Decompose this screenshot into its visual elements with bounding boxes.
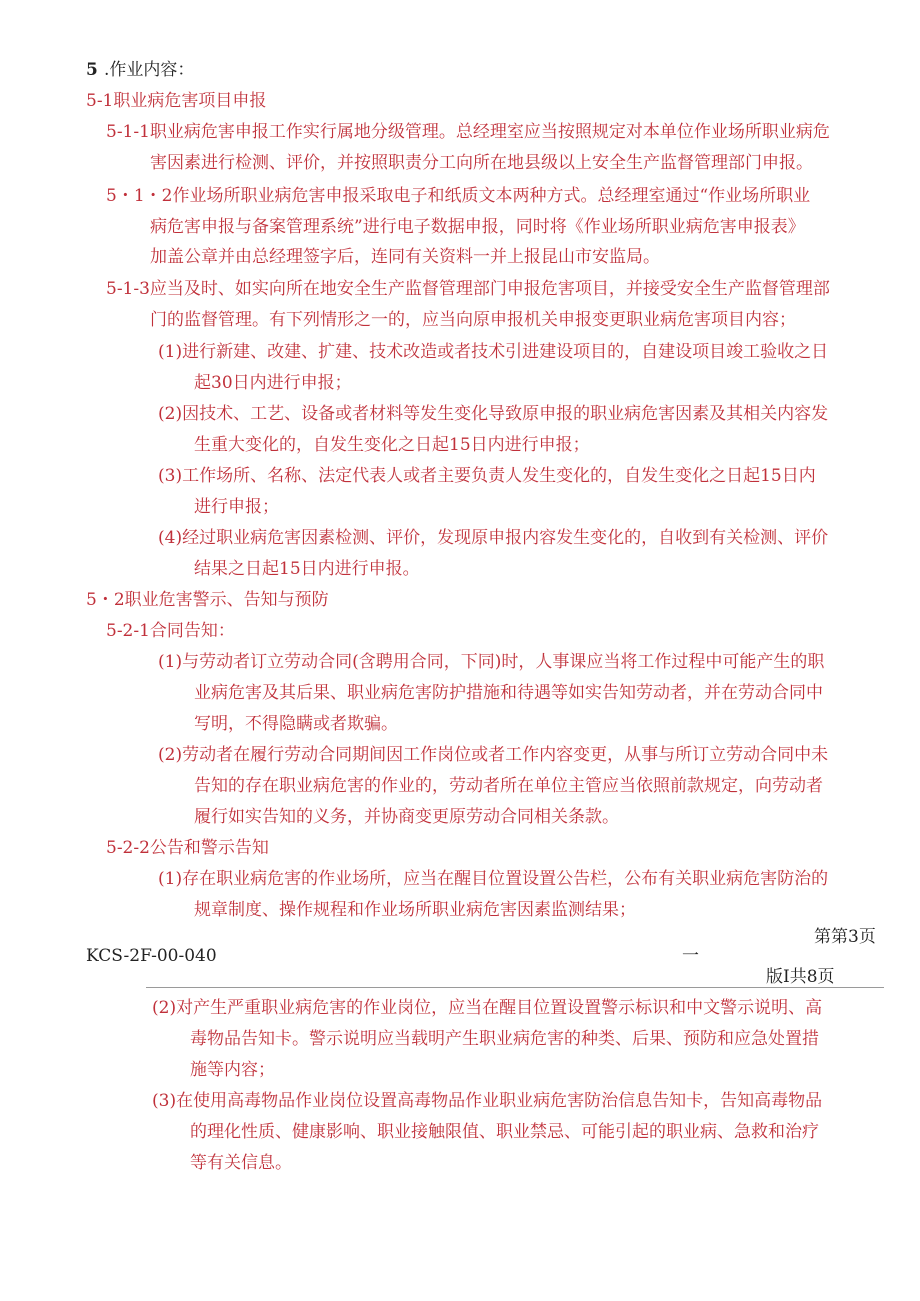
list-item-line: (1)存在职业病危害的作业场所，应当在醒目位置设置公告栏，公布有关职业病危害防治的 [158, 869, 829, 889]
list-item-line: 进行申报； [194, 497, 279, 517]
clause-5-1-2-line: 5・1・2作业场所职业病危害申报采取电子和纸质文本两种方式。总经理室通过“作业场所职业 [106, 186, 811, 206]
list-item-line: (3)工作场所、名称、法定代表人或者主要负责人发生变化的，自发生变化之日起15日内 [158, 466, 816, 486]
list-item-line: (2)对产生严重职业病危害的作业岗位，应当在醒目位置设置警示标识和中文警示说明、高 [152, 998, 823, 1018]
section-number: 5 [86, 60, 98, 80]
list-item-line: 起30日内进行申报； [194, 373, 352, 393]
list-item-line: 业病危害及其后果、职业病危害防护措施和待遇等如实告知劳动者，并在劳动合同中 [194, 683, 823, 703]
list-item-line: 的理化性质、健康影响、职业接触限值、职业禁忌、可能引起的职业病、急救和治疗 [190, 1122, 819, 1142]
section-title: .作业内容： [104, 60, 195, 80]
list-item-line: (2)劳动者在履行劳动合同期间因工作岗位或者工作内容变更，从事与所订立劳动合同中未 [158, 745, 829, 765]
clause-5-2-1-title: 5-2-1合同告知： [106, 621, 235, 641]
version-label: 版I共8页 [766, 967, 835, 987]
subsection-title-5-2: 5・2职业危害警示、告知与预防 [86, 590, 329, 610]
list-item-line: 生重大变化的，自发生变化之日起15日内进行申报； [194, 435, 590, 455]
list-item-line: 规章制度、操作规程和作业场所职业病危害因素监测结果； [194, 900, 636, 920]
footer-dash: 一 [682, 946, 699, 966]
list-item-line: 施等内容； [190, 1060, 275, 1080]
subsection-title-5-1: 5-1职业病危害项目申报 [86, 91, 267, 111]
list-item-line: (2)因技术、工艺、设备或者材料等发生变化导致原申报的职业病危害因素及其相关内容发 [158, 404, 829, 424]
list-item-line: 毒物品告知卡。警示说明应当载明产生职业病危害的种类、后果、预防和应急处置措 [190, 1029, 819, 1049]
list-item-line: 结果之日起15日内进行申报。 [194, 559, 420, 579]
clause-5-2-2-title: 5-2-2公告和警示告知 [106, 838, 269, 858]
list-item-line: (3)在使用高毒物品作业岗位设置高毒物品作业职业病危害防治信息告知卡，告知高毒物品 [152, 1091, 823, 1111]
list-item-line: 告知的存在职业病危害的作业的，劳动者所在单位主管应当依照前款规定，向劳动者 [194, 776, 823, 796]
list-item-line: 写明，不得隐瞒或者欺骗。 [194, 714, 398, 734]
clause-5-1-2-line: 加盖公章并由总经理签字后，连同有关资料一并上报昆山市安监局。 [150, 247, 660, 267]
clause-5-1-1-line: 5-1-1职业病危害申报工作实行属地分级管理。总经理室应当按照规定对本单位作业场所职业病危 [106, 122, 830, 142]
list-item-line: (1)进行新建、改建、扩建、技术改造或者技术引进建设项目的，自建设项目竣工验收之日 [158, 342, 829, 362]
list-item-line: (1)与劳动者订立劳动合同(含聘用合同，下同)时，人事课应当将工作过程中可能产生的职 [158, 652, 825, 672]
clause-5-1-1-line: 害因素进行检测、评价，并按照职责分工向所在地县级以上安全生产监督管理部门申报。 [150, 153, 813, 173]
page-divider [146, 987, 884, 988]
list-item-line: 履行如实告知的义务，并协商变更原劳动合同相关条款。 [194, 807, 619, 827]
document-code: KCS-2F-00-040 [86, 946, 217, 966]
list-item-line: 等有关信息。 [190, 1153, 292, 1173]
clause-5-1-3-line: 5-1-3应当及时、如实向所在地安全生产监督管理部门申报危害项目，并接受安全生产监督管理部 [106, 279, 830, 299]
clause-5-1-2-line: 病危害申报与备案管理系统”进行电子数据申报，同时将《作业场所职业病危害申报表》 [150, 217, 805, 237]
clause-5-1-3-line: 门的监督管理。有下列情形之一的，应当向原申报机关申报变更职业病危害项目内容； [150, 310, 796, 330]
list-item-line: (4)经过职业病危害因素检测、评价，发现原申报内容发生变化的，自收到有关检测、评价 [158, 528, 829, 548]
page-number: 第第3页 [814, 927, 876, 947]
